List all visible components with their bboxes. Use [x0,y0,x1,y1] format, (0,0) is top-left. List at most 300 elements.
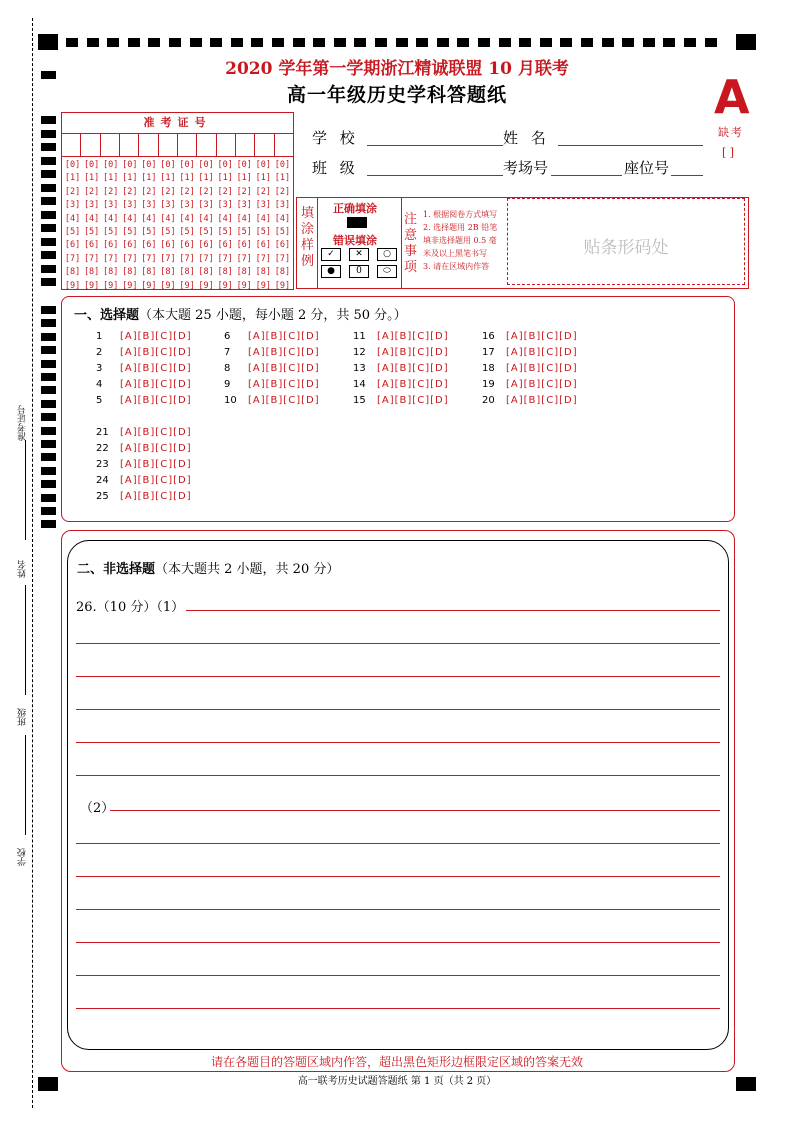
name-field[interactable] [558,145,703,146]
ticket-digit-column [101,159,120,293]
timing-mark [41,251,56,259]
mcq-number: 6 [224,331,231,342]
digit-bubble[interactable]: [6] [236,240,252,251]
mcq-number: 12 [353,347,366,358]
timing-mark [41,265,56,273]
wrong-mark-cross: ✕ [349,248,369,261]
digit-bubble[interactable]: [7] [198,253,214,264]
answer-line[interactable] [76,775,720,776]
digit-bubble[interactable]: [1] [64,173,81,184]
mcq-number: 7 [224,347,231,358]
answer-line[interactable] [76,709,720,710]
ticket-write-cell[interactable] [217,134,236,156]
digit-bubble[interactable]: [4] [179,213,195,224]
ticket-digit-column [235,159,254,293]
mcq-options[interactable]: [A][B][C][D] [120,427,192,438]
digit-bubble[interactable]: [5] [83,227,100,238]
timing-mark [251,38,263,47]
answer-line[interactable] [76,909,720,910]
mcq-options[interactable]: [A][B][C][D] [506,331,578,342]
room-field[interactable] [551,175,622,176]
digit-bubble[interactable]: [5] [255,227,271,238]
digit-bubble[interactable]: [2] [64,186,81,197]
digit-bubble[interactable]: [0] [122,160,138,170]
notes-side-label: 注意事项 [404,212,418,275]
mcq-options[interactable]: [A][B][C][D] [377,347,449,358]
digit-bubble[interactable]: [0] [255,160,271,170]
digit-bubble[interactable]: [3] [236,200,252,211]
answer-line[interactable] [76,1008,720,1009]
digit-bubble[interactable]: [5] [236,227,252,238]
digit-bubble[interactable]: [4] [141,213,157,224]
digit-bubble[interactable]: [2] [103,186,119,197]
section1-desc: （本大题 25 小题，每小题 2 分，共 50 分。） [139,308,407,323]
digit-bubble[interactable]: [2] [122,186,138,197]
digit-bubble[interactable]: [9] [217,280,233,291]
answer-line[interactable] [76,643,720,644]
side-label-ticket: 准考证号 [18,405,28,441]
section-open-answer-frame [67,540,729,1050]
answer-line[interactable] [76,742,720,743]
digit-bubble[interactable]: [9] [64,280,81,291]
timing-mark [457,38,469,47]
section1-heading [74,304,407,323]
answer-line[interactable] [76,942,720,943]
mcq-options[interactable]: [A][B][C][D] [377,363,449,374]
mcq-options[interactable]: [A][B][C][D] [506,379,578,390]
digit-bubble[interactable]: [0] [83,160,100,170]
answer-line[interactable] [76,676,720,677]
timing-mark [41,360,56,368]
digit-bubble[interactable]: [2] [198,186,214,197]
timing-mark [87,38,99,47]
digit-bubble[interactable]: [1] [141,173,157,184]
digit-bubble[interactable]: [0] [217,160,233,170]
mcq-number: 3 [96,363,103,374]
mcq-options[interactable]: [A][B][C][D] [377,395,449,406]
digit-bubble[interactable]: [3] [179,200,195,211]
timing-mark [540,38,552,47]
digit-bubble[interactable]: [4] [160,213,176,224]
exam-title: 2020 学年第一学期浙江精诚联盟 10 月联考 [225,59,569,79]
ticket-write-cell[interactable] [275,134,293,156]
note-line-2: 2. 选择题用 2B 铅笔 [423,223,498,232]
digit-bubble[interactable]: [9] [198,280,214,291]
mcq-number: 20 [482,395,495,406]
side-label-name: 姓名 [18,560,28,578]
digit-bubble[interactable]: [4] [64,213,81,224]
digit-bubble[interactable]: [6] [274,240,291,251]
mcq-number: 19 [482,379,495,390]
mcq-number: 25 [96,491,109,502]
timing-mark [41,453,56,461]
digit-bubble[interactable]: [9] [141,280,157,291]
digit-bubble[interactable]: [3] [198,200,214,211]
mcq-number: 11 [353,331,366,342]
ticket-digit-bubbles[interactable] [62,157,293,295]
digit-bubble[interactable]: [8] [217,267,233,278]
wrong-marks [317,248,401,278]
digit-bubble[interactable]: [8] [83,267,100,278]
digit-bubble[interactable]: [2] [160,186,176,197]
timing-mark [41,116,56,124]
mcq-options[interactable]: [A][B][C][D] [248,347,320,358]
digit-bubble[interactable]: [9] [236,280,252,291]
ticket-write-cell[interactable] [197,134,216,156]
digit-bubble[interactable]: [0] [198,160,214,170]
digit-bubble[interactable]: [1] [179,173,195,184]
mcq-options[interactable]: [A][B][C][D] [120,363,192,374]
footer-warning: 请在各题目的答题区域内作答，超出黑色矩形边框限定区域的答案无效 [210,1055,583,1069]
digit-bubble[interactable]: [5] [217,227,233,238]
digit-bubble[interactable]: [2] [141,186,157,197]
mcq-options[interactable]: [A][B][C][D] [248,331,320,342]
digit-bubble[interactable]: [3] [217,200,233,211]
digit-bubble[interactable]: [3] [103,200,119,211]
ticket-write-cell[interactable] [255,134,274,156]
digit-bubble[interactable]: [7] [274,253,291,264]
digit-bubble[interactable]: [4] [83,213,100,224]
digit-bubble[interactable]: [6] [103,240,119,251]
fill-example-side-label: 填涂样例 [301,206,315,269]
answer-line[interactable] [76,843,720,844]
timing-mark [41,319,56,327]
side-label-class: 班级 [18,708,28,726]
ticket-write-cell[interactable] [101,134,120,156]
digit-bubble[interactable]: [5] [179,227,195,238]
side-line-3 [25,735,26,835]
digit-bubble[interactable]: [4] [217,213,233,224]
timing-mark [622,38,634,47]
notes-list [423,208,497,273]
mcq-number: 10 [224,395,237,406]
ticket-write-cell[interactable] [139,134,158,156]
timing-mark [437,38,449,47]
timing-mark [41,333,56,341]
digit-bubble[interactable]: [2] [217,186,233,197]
digit-bubble[interactable]: [6] [198,240,214,251]
digit-bubble[interactable]: [7] [83,253,100,264]
digit-bubble[interactable]: [6] [179,240,195,251]
digit-bubble[interactable]: [0] [274,160,291,170]
q26-part2-label: （2） [80,801,115,816]
timing-mark [396,38,408,47]
timing-mark [41,238,56,246]
left-dash-guide [32,18,33,1108]
digit-bubble[interactable]: [1] [217,173,233,184]
digit-bubble[interactable]: [7] [217,253,233,264]
digit-bubble[interactable]: [7] [64,253,81,264]
digit-bubble[interactable]: [1] [122,173,138,184]
timing-mark [41,494,56,502]
digit-bubble[interactable]: [6] [83,240,100,251]
digit-bubble[interactable]: [7] [255,253,271,264]
digit-bubble[interactable]: [9] [122,280,138,291]
digit-bubble[interactable]: [6] [160,240,176,251]
q26-label: 26.（10 分）（1） [76,600,185,615]
digit-bubble[interactable]: [0] [179,160,195,170]
digit-bubble[interactable]: [9] [179,280,195,291]
wrong-mark-oval: ⬭ [377,265,397,278]
absent-label: 缺考 [718,126,744,139]
digit-bubble[interactable]: [4] [198,213,214,224]
timing-mark [41,400,56,408]
mcq-number: 9 [224,379,231,390]
mcq-number: 1 [96,331,103,342]
digit-bubble[interactable]: [2] [83,186,100,197]
timing-mark [231,38,243,47]
timing-mark [602,38,614,47]
digit-bubble[interactable]: [8] [160,267,176,278]
timing-mark [41,130,56,138]
timing-mark [41,346,56,354]
timing-mark [354,38,366,47]
digit-bubble[interactable]: [8] [141,267,157,278]
timing-mark [190,38,202,47]
timing-mark [41,373,56,381]
ticket-write-cell[interactable] [81,134,100,156]
digit-bubble[interactable]: [2] [274,186,291,197]
digit-bubble[interactable]: [1] [236,173,252,184]
mcq-options[interactable]: [A][B][C][D] [248,379,320,390]
school-field[interactable] [367,145,503,146]
digit-bubble[interactable]: [8] [274,267,291,278]
digit-bubble[interactable]: [3] [83,200,100,211]
ticket-digit-column [197,159,216,293]
timing-mark [107,38,119,47]
digit-bubble[interactable]: [7] [236,253,252,264]
digit-bubble[interactable]: [3] [255,200,271,211]
corner-mark-tl [38,34,58,50]
ticket-digit-column [273,159,292,293]
ticket-label: 准考证号 [62,113,293,134]
note-line-4: 米及以上黑笔书写 [423,249,487,258]
digit-bubble[interactable]: [8] [103,267,119,278]
ticket-digit-column [82,159,101,293]
mcq-options[interactable]: [A][B][C][D] [120,379,192,390]
digit-bubble[interactable]: [1] [274,173,291,184]
digit-bubble[interactable]: [1] [83,173,100,184]
timing-mark [41,386,56,394]
digit-bubble[interactable]: [0] [160,160,176,170]
digit-bubble[interactable]: [1] [160,173,176,184]
digit-bubble[interactable]: [9] [103,280,119,291]
timing-mark [41,184,56,192]
mcq-number: 23 [96,459,109,470]
note-line-5: 3. 请在区域内作答 [423,262,490,271]
mcq-options[interactable]: [A][B][C][D] [120,331,192,342]
digit-bubble[interactable]: [4] [103,213,119,224]
timing-mark [478,38,490,47]
answer-line[interactable] [110,810,720,811]
corner-mark-tr [736,34,756,50]
mcq-options[interactable]: [A][B][C][D] [377,379,449,390]
digit-bubble[interactable]: [7] [141,253,157,264]
mcq-options[interactable]: [A][B][C][D] [506,347,578,358]
mcq-options[interactable]: [A][B][C][D] [120,475,192,486]
digit-bubble[interactable]: [8] [64,267,81,278]
wrong-mark-dot: ● [321,265,341,278]
digit-bubble[interactable]: [9] [160,280,176,291]
digit-bubble[interactable]: [4] [255,213,271,224]
class-label: 班 级 [312,159,359,177]
mcq-options[interactable]: [A][B][C][D] [120,491,192,502]
ticket-write-cells[interactable] [62,134,293,157]
digit-bubble[interactable]: [6] [255,240,271,251]
timing-mark [41,197,56,205]
mcq-number: 13 [353,363,366,374]
digit-bubble[interactable]: [3] [274,200,291,211]
digit-bubble[interactable]: [1] [198,173,214,184]
digit-bubble[interactable]: [9] [83,280,100,291]
correct-fill-label: 正确填涂 [333,202,377,215]
digit-bubble[interactable]: [8] [198,267,214,278]
ticket-write-cell[interactable] [120,134,139,156]
timing-mark [41,413,56,421]
mcq-number: 21 [96,427,109,438]
digit-bubble[interactable]: [8] [255,267,271,278]
digit-bubble[interactable]: [3] [160,200,176,211]
digit-bubble[interactable]: [6] [141,240,157,251]
digit-bubble[interactable]: [7] [122,253,138,264]
digit-bubble[interactable]: [6] [122,240,138,251]
timing-mark [66,38,78,47]
digit-bubble[interactable]: [0] [236,160,252,170]
digit-bubble[interactable]: [3] [141,200,157,211]
note-line-1: 1. 根据阅卷方式填写 [423,210,498,219]
mcq-number: 8 [224,363,231,374]
digit-bubble[interactable]: [0] [103,160,119,170]
wrong-mark-circle: ○ [377,248,397,261]
timing-mark [41,427,56,435]
mcq-options[interactable]: [A][B][C][D] [120,443,192,454]
digit-bubble[interactable]: [2] [179,186,195,197]
section2-desc: （本大题共 2 小题，共 20 分） [155,562,340,577]
timing-mark [41,507,56,515]
timing-mark [128,38,140,47]
barcode-label: 贴条形码处 [583,238,669,258]
timing-mark [41,143,56,151]
digit-bubble[interactable]: [0] [141,160,157,170]
timing-mark [663,38,675,47]
digit-bubble[interactable]: [4] [274,213,291,224]
note-line-3: 填非选择题用 0.5 毫 [423,236,497,245]
answer-line[interactable] [186,610,720,611]
footer-page-info: 高一联考历史试题答题纸 第 1 页（共 2 页） [297,1076,497,1087]
digit-bubble[interactable]: [3] [122,200,138,211]
digit-bubble[interactable]: [7] [160,253,176,264]
ticket-digit-column [254,159,273,293]
answer-line[interactable] [76,975,720,976]
digit-bubble[interactable]: [5] [103,227,119,238]
digit-bubble[interactable]: [5] [198,227,214,238]
class-field[interactable] [367,175,503,176]
mcq-number: 5 [96,395,103,406]
digit-bubble[interactable]: [3] [64,200,81,211]
mcq-options[interactable]: [A][B][C][D] [120,395,192,406]
ticket-digit-column [158,159,177,293]
digit-bubble[interactable]: [0] [64,160,81,170]
absent-checkbox[interactable]: [ ] [722,146,735,159]
mcq-options[interactable]: [A][B][C][D] [248,363,320,374]
ticket-write-cell[interactable] [62,134,81,156]
side-label-school: 学校 [18,848,28,866]
ticket-digit-column [120,159,139,293]
digit-bubble[interactable]: [6] [217,240,233,251]
timing-mark [41,467,56,475]
section2-title: 二、非选择题 [77,562,156,577]
mcq-options[interactable]: [A][B][C][D] [506,395,578,406]
mcq-number: 17 [482,347,495,358]
side-line-2 [25,585,26,695]
ticket-digit-column [139,159,158,293]
digit-bubble[interactable]: [2] [255,186,271,197]
digit-bubble[interactable]: [5] [122,227,138,238]
room-label: 考场号 [503,159,549,177]
mcq-options[interactable]: [A][B][C][D] [120,347,192,358]
ticket-write-cell[interactable] [236,134,255,156]
mcq-options[interactable]: [A][B][C][D] [377,331,449,342]
digit-bubble[interactable]: [5] [141,227,157,238]
mcq-number: 16 [482,331,495,342]
digit-bubble[interactable]: [4] [236,213,252,224]
timing-mark [41,306,56,314]
digit-bubble[interactable]: [8] [122,267,138,278]
digit-bubble[interactable]: [6] [64,240,81,251]
digit-bubble[interactable]: [7] [103,253,119,264]
ticket-write-cell[interactable] [178,134,197,156]
digit-bubble[interactable]: [9] [274,280,291,291]
timing-mark [41,211,56,219]
wrong-mark-check: ✓ [321,248,341,261]
seat-field[interactable] [671,175,703,176]
digit-bubble[interactable]: [4] [122,213,138,224]
timing-mark [313,38,325,47]
mcq-options[interactable]: [A][B][C][D] [506,363,578,374]
ticket-digit-column [177,159,196,293]
digit-bubble[interactable]: [5] [274,227,291,238]
school-label: 学 校 [312,129,359,147]
digit-bubble[interactable]: [9] [255,280,271,291]
mcq-number: 2 [96,347,103,358]
digit-bubble[interactable]: [1] [255,173,271,184]
mcq-number: 4 [96,379,103,390]
mcq-number: 24 [96,475,109,486]
digit-bubble[interactable]: [5] [64,227,81,238]
mcq-number: 15 [353,395,366,406]
digit-bubble[interactable]: [2] [236,186,252,197]
mcq-options[interactable]: [A][B][C][D] [248,395,320,406]
digit-bubble[interactable]: [1] [103,173,119,184]
timing-mark [41,278,56,286]
seat-label: 座位号 [624,159,670,177]
digit-bubble[interactable]: [8] [179,267,195,278]
digit-bubble[interactable]: [8] [236,267,252,278]
wrong-mark-zero: 0 [349,265,369,278]
timing-mark [643,38,655,47]
wrong-fill-label: 错误填涂 [333,234,377,247]
digit-bubble[interactable]: [7] [179,253,195,264]
ticket-write-cell[interactable] [159,134,178,156]
digit-bubble[interactable]: [5] [160,227,176,238]
section1-title: 一、选择题 [74,308,140,323]
mcq-number: 22 [96,443,109,454]
timing-mark [334,38,346,47]
timing-mark [705,38,717,47]
mcq-options[interactable]: [A][B][C][D] [120,459,192,470]
timing-mark [293,38,305,47]
answer-line[interactable] [76,876,720,877]
